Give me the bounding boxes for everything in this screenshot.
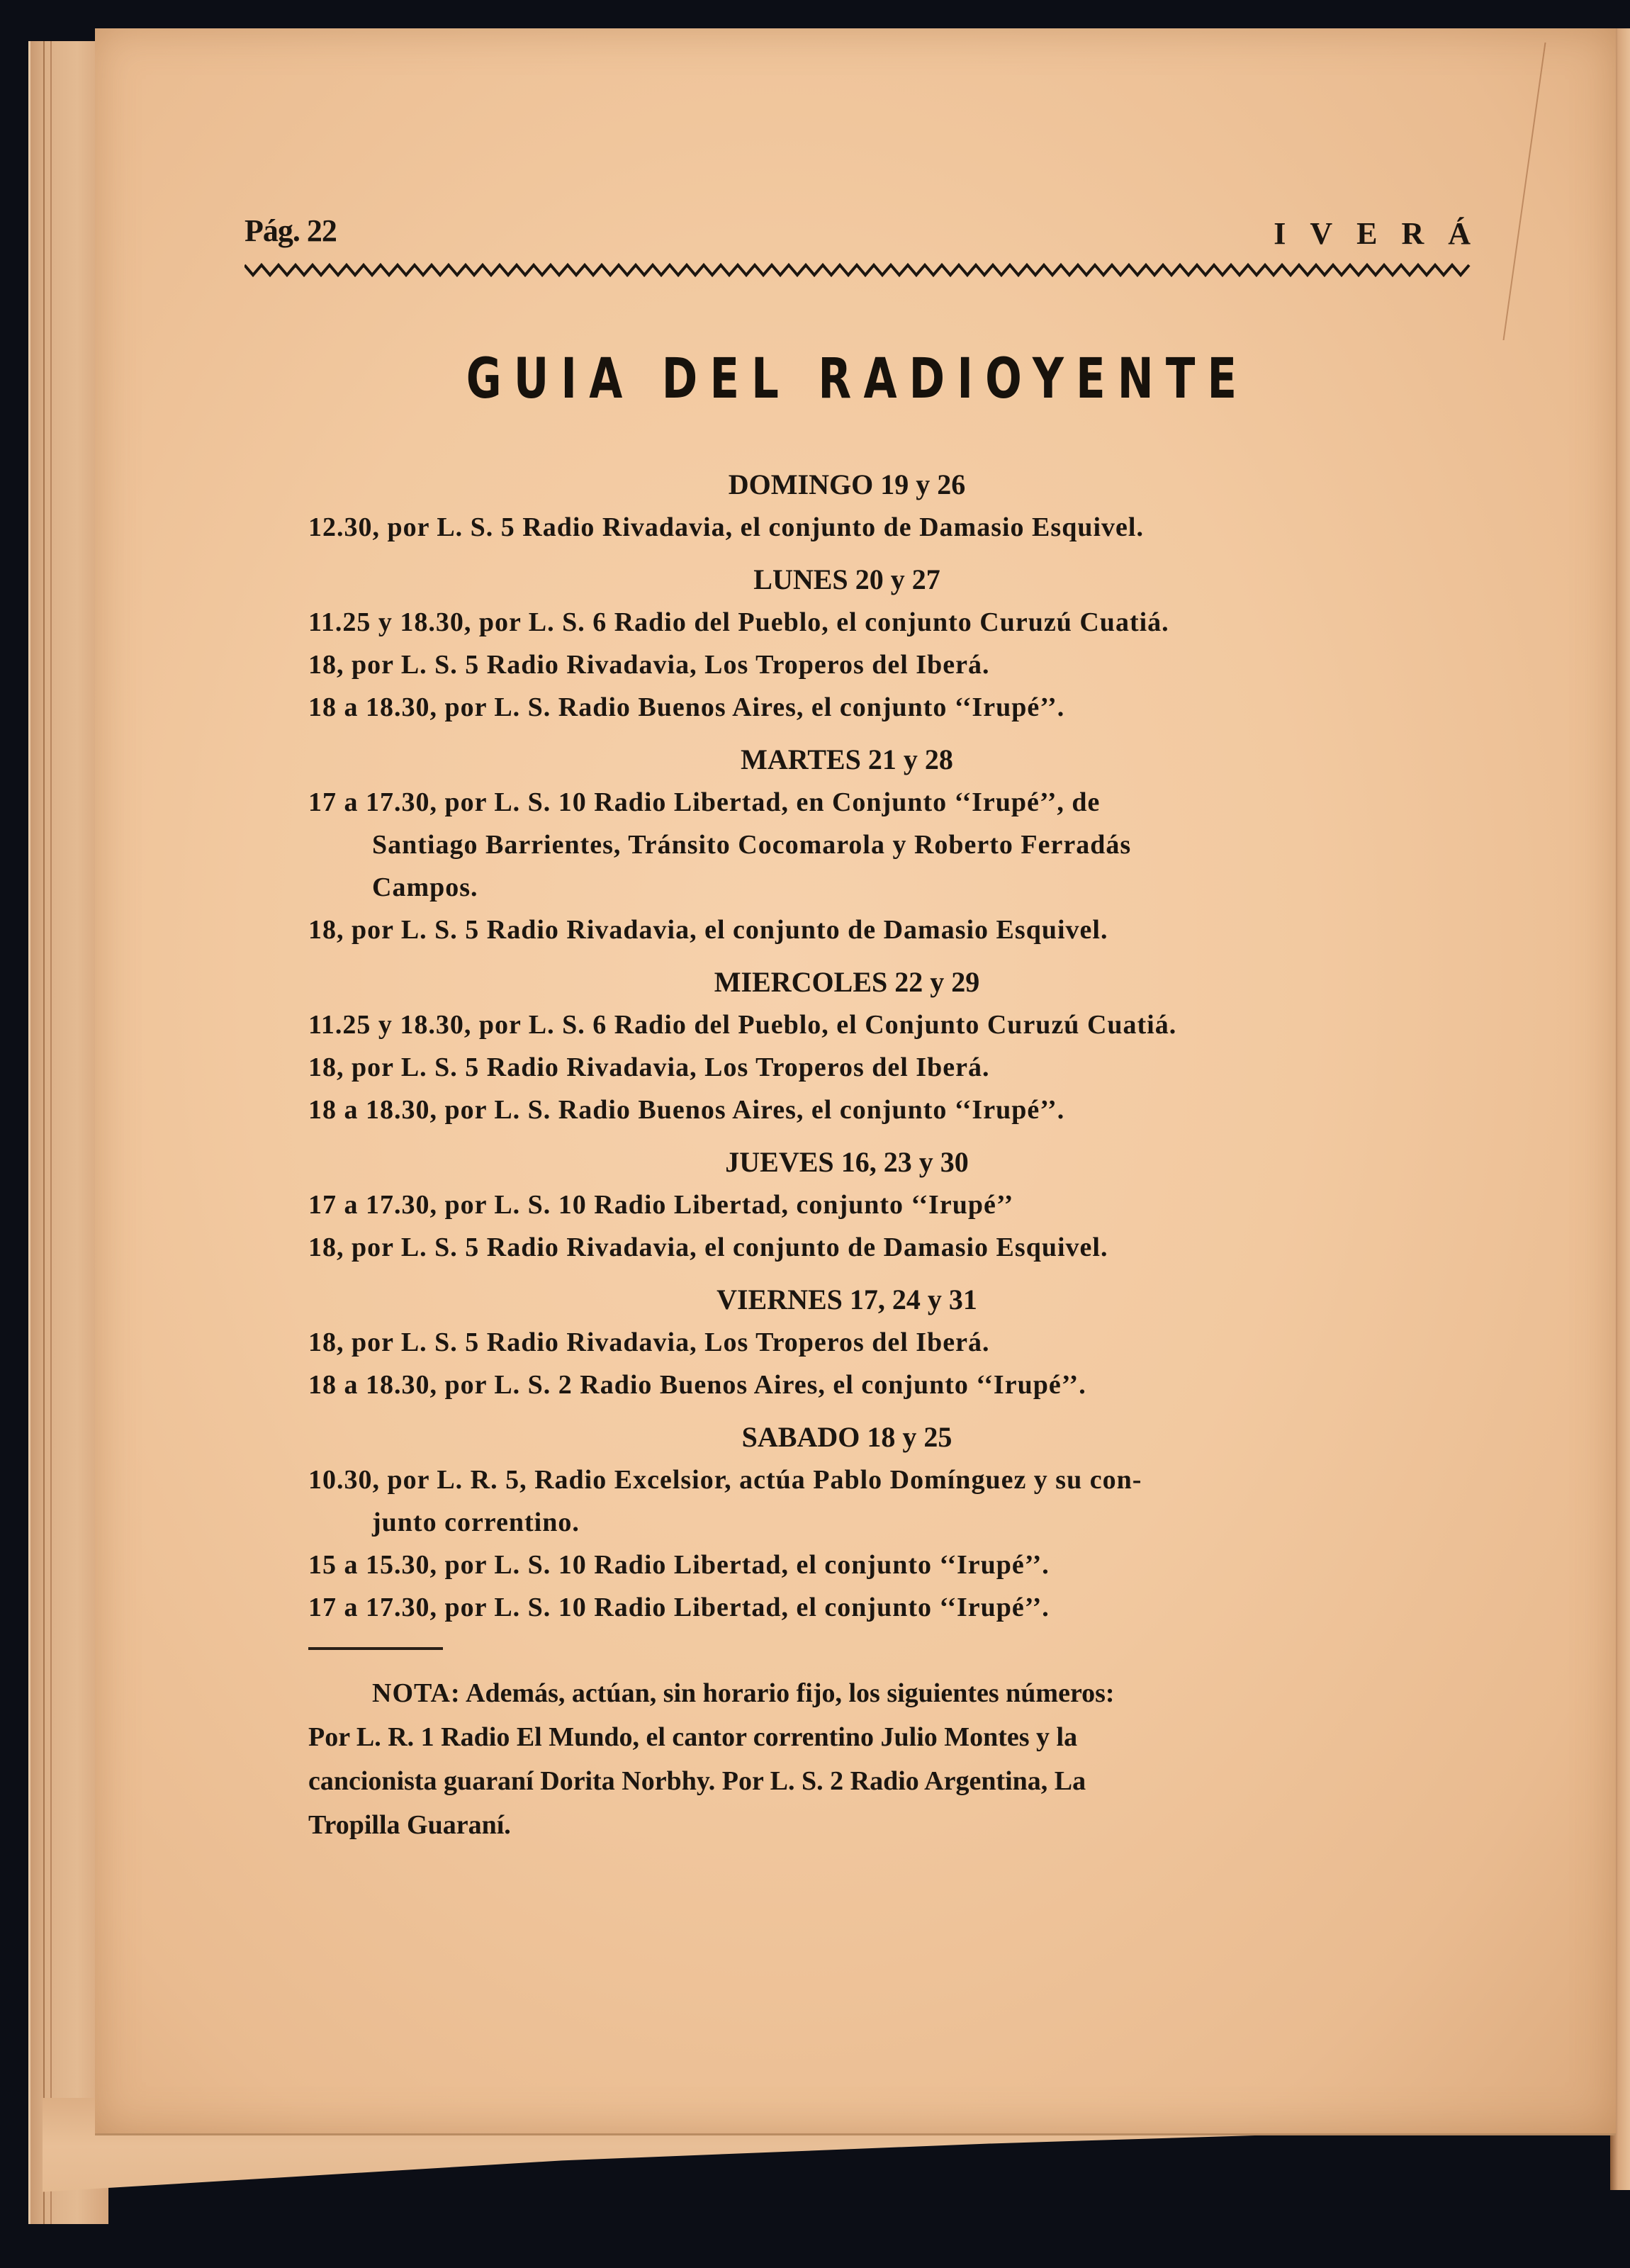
day-heading [308, 961, 1386, 1004]
day-heading [308, 1279, 1386, 1321]
schedule-entry: 18, por L. S. 5 Radio Rivadavia, Los Troperos del Iberá. [308, 1327, 990, 1357]
schedule-entry: 11.25 y 18.30, por L. S. 6 Radio del Pueblo, el Conjunto Curuzú Cuatiá. [308, 1010, 1177, 1040]
schedule-entry: 18, por L. S. 5 Radio Rivadavia, el conjunto de Damasio Esquivel. [308, 1233, 1108, 1262]
day-name: LUNES [753, 563, 848, 595]
day-name: DOMINGO [728, 468, 874, 500]
section-divider [308, 1647, 443, 1650]
schedule-entry: 11.25 y 18.30, por L. S. 6 Radio del Pueblo, el conjunto Curuzú Cuatiá. [308, 607, 1169, 637]
day-dates: 20 y 27 [848, 563, 940, 595]
schedule-entry: 18 a 18.30, por L. S. Radio Buenos Aires, el conjunto ‘‘Irupé’’. [308, 692, 1065, 722]
day-name: JUEVES [725, 1146, 834, 1178]
note-line: Por L. R. 1 Radio El Mundo, el cantor correntino Julio Montes y la [308, 1722, 1078, 1752]
day-name: SABADO [741, 1421, 860, 1453]
schedule-entry-continuation: Santiago Barrientes, Tránsito Cocomarola y Roberto Ferradás [372, 830, 1132, 860]
day-dates: 18 y 25 [860, 1421, 952, 1453]
schedule-entry: 18 a 18.30, por L. S. 2 Radio Buenos Aires, el conjunto ‘‘Irupé’’. [308, 1370, 1086, 1400]
day-dates: 17, 24 y 31 [842, 1284, 977, 1315]
day-dates: 22 y 29 [887, 966, 980, 998]
schedule-entry-continuation: junto correntino. [372, 1508, 580, 1537]
day-heading [308, 1416, 1386, 1459]
day-heading [308, 464, 1386, 506]
schedule-entry: 17 a 17.30, por L. S. 10 Radio Libertad, el conjunto ‘‘Irupé’’. [308, 1593, 1050, 1622]
publication-name: IVERÁ [1274, 216, 1495, 251]
schedule-entry: 18 a 18.30, por L. S. Radio Buenos Aires, el conjunto ‘‘Irupé’’. [308, 1095, 1065, 1125]
zigzag-rule [244, 262, 1471, 278]
page-title: GUIA DEL RADIOYENTE [466, 347, 1249, 411]
schedule-entry: 17 a 17.30, por L. S. 10 Radio Libertad, en Conjunto ‘‘Irupé’’, de [308, 787, 1101, 817]
schedule-entry: 12.30, por L. S. 5 Radio Rivadavia, el conjunto de Damasio Esquivel. [308, 512, 1144, 542]
radio-schedule [308, 454, 1386, 1847]
running-header [244, 213, 1495, 255]
schedule-entry: 18, por L. S. 5 Radio Rivadavia, Los Troperos del Iberá. [308, 650, 990, 680]
note-line: Tropilla Guaraní. [308, 1810, 511, 1840]
schedule-entry: 17 a 17.30, por L. S. 10 Radio Libertad, conjunto ‘‘Irupé’’ [308, 1190, 1014, 1220]
day-name: MIERCOLES [714, 966, 888, 998]
day-dates: 21 y 28 [860, 743, 953, 775]
day-heading [308, 1141, 1386, 1184]
day-name: MARTES [741, 743, 861, 775]
schedule-entry-continuation: Campos. [372, 872, 478, 902]
schedule-entry: 18, por L. S. 5 Radio Rivadavia, el conjunto de Damasio Esquivel. [308, 915, 1108, 945]
note-paragraph [308, 1671, 1386, 1847]
note-line [308, 1671, 1386, 1715]
day-dates: 19 y 26 [873, 468, 966, 500]
schedule-entry: 18, por L. S. 5 Radio Rivadavia, Los Troperos del Iberá. [308, 1052, 990, 1082]
day-heading [308, 558, 1386, 601]
schedule-entry: 10.30, por L. R. 5, Radio Excelsior, actúa Pablo Domínguez y su con- [308, 1465, 1142, 1495]
day-heading [308, 739, 1386, 781]
schedule-entry: 15 a 15.30, por L. S. 10 Radio Libertad, el conjunto ‘‘Irupé’’. [308, 1550, 1050, 1580]
page-number: Pág. 22 [244, 213, 337, 248]
note-label: NOTA: [372, 1678, 461, 1708]
day-name: VIERNES [716, 1284, 843, 1315]
day-dates: 16, 23 y 30 [833, 1146, 969, 1178]
note-text: Además, actúan, sin horario fijo, los siguientes números: [466, 1678, 1115, 1708]
note-line: cancionista guaraní Dorita Norbhy. Por L. S. 2 Radio Argentina, La [308, 1766, 1086, 1796]
